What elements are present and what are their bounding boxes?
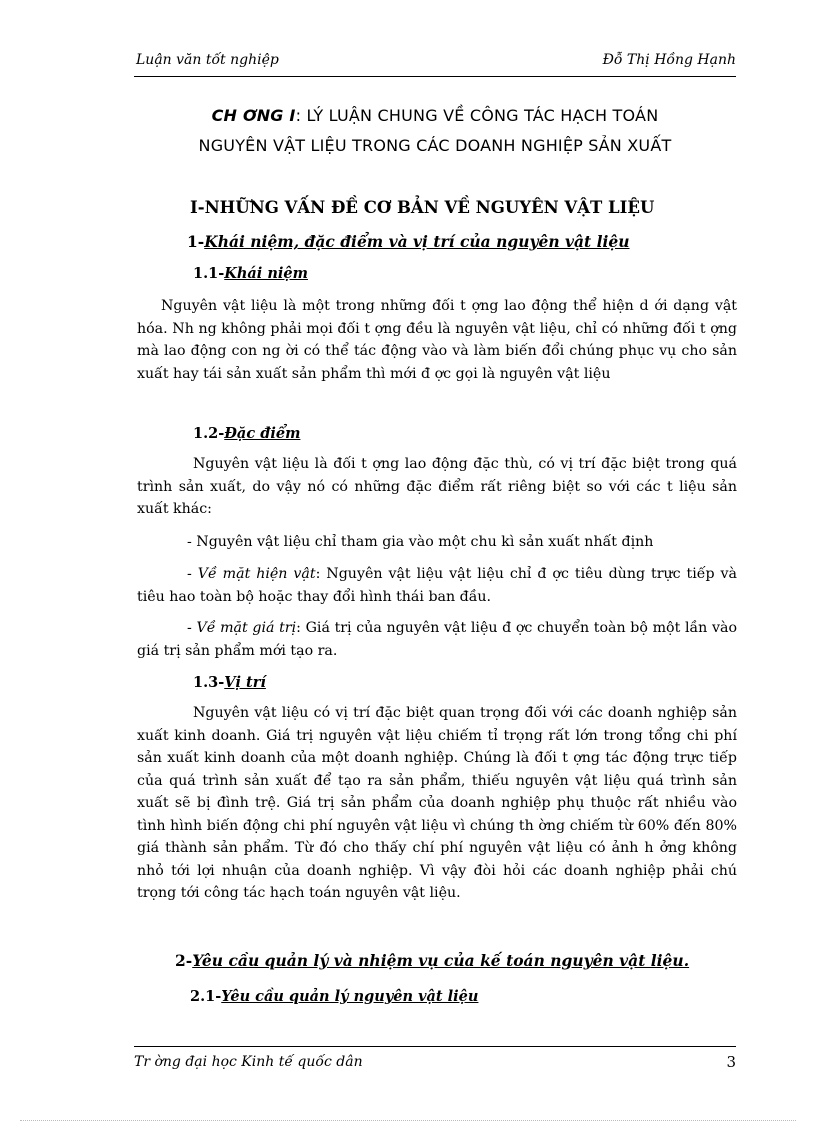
subheading-title: Khái niệm, đặc điểm và vị trí của nguyên vật liệu [204,232,630,251]
subheading-title: Đặc điểm [224,425,301,442]
bullet-text: : Nguyên vật liệu vật liệu chỉ đ ợc tiêu dùng trực tiếp và tiêu hao toàn bộ hoặc thay đổi hình thái ban đầu. [137,566,737,605]
subheading-title: Yêu cầu quản lý nguyên vật liệu [221,988,479,1005]
footer-university: Tr ờng đại học Kinh tế quốc dân [134,1054,363,1070]
subheading-title: Vị trí [224,674,266,691]
bullet-text: : Giá trị của nguyên vật liệu đ ợc chuyển toàn bộ một lần vào giá trị sản phẩm mới tạo ra. [137,620,737,659]
subheading-2 [175,951,689,970]
subheading-number: 1.3- [193,674,225,691]
page-header [134,50,736,77]
section-title: NHỮNG VẤN ĐỀ CƠ BẢN VỀ NGUYÊN VẬT LIỆU [204,198,655,217]
chapter-title-line2: NGUYÊN VẬT LIỆU TRONG CÁC DOANH NGHIỆP SẢN XUẤT [198,136,672,155]
subheading-number: 2- [175,951,193,970]
section-number: I- [190,198,205,217]
subheading-number: 1.2- [193,425,225,442]
subheading-1 [187,232,630,251]
paragraph-characteristics: Nguyên vật liệu là đối t ợng lao động đặc thù, có vị trí đặc biệt trong quá trình sản xuất, do vậy nó có những đặc điểm rất riêng biệt so với các t liệu sản xuất khác: [137,456,737,517]
header-thesis-label: Luận văn tốt nghiệp [136,52,279,68]
subheading-1-3 [193,674,266,691]
subheading-title: Khái niệm [224,265,308,282]
page-number: 3 [726,1053,736,1071]
subheading-number: 1- [187,232,205,251]
paragraph-bullet-value [137,617,737,662]
paragraph-bullet-cycle: - Nguyên vật liệu chỉ tham gia vào một chu kì sản xuất nhất định [187,534,654,550]
bullet-label: - Về mặt giá trị [187,620,297,636]
subheading-title: Yêu cầu quản lý và nhiệm vụ của kế toán nguyên vật liệu. [192,951,690,970]
page-footer [134,1046,736,1077]
subheading-1-1 [193,265,308,282]
paragraph-definition: Nguyên vật liệu là một trong những đối t ợng lao động thể hiện d ới dạng vật hóa. Nh ng không phải mọi đối t ợng đều là nguyên vật liệu, chỉ có những đối t ợng mà lao động con ng ời có thể tác động vào và làm biến đổi chúng phục vụ cho sản xuất hay tái sản xuất sản phẩm thì mới đ ợc gọi là nguyên vật liệu [137,298,737,382]
paragraph-bullet-physical [137,563,737,608]
paragraph-position: Nguyên vật liệu có vị trí đặc biệt quan trọng đối với các doanh nghiệp sản xuất kinh doanh. Giá trị nguyên vật liệu chiếm tỉ trọng rất lớn trong tổng chi phí sản xuất kinh doanh của một doanh nghiệp. Chúng là đối t ợng tác động trực tiếp của quá trình sản xuất để tạo ra sản phẩm, thiếu nguyên vật liệu quá trình sản xuất sẽ bị đình trệ. Giá trị sản phẩm của doanh nghiệp phụ thuộc rất nhiều vào tình hình biến động chi phí nguyên vật liệu vì chúng th ờng chiếm từ 60% đến 80% giá thành sản phẩm. Từ đó cho thấy chí phí nguyên vật liệu có ảnh h ởng không nhỏ tới lợi nhuận của doanh nghiệp. Vì vậy đòi hỏi các doanh nghiệp phải chú trọng tới công tác hạch toán nguyên vật liệu. [137,705,737,901]
subheading-number: 2.1- [190,988,222,1005]
subheading-1-2 [193,425,300,442]
bullet-label: - Về mặt hiện vật [187,566,316,582]
subheading-number: 1.1- [193,265,225,282]
section-heading-1 [190,198,654,217]
subheading-2-1 [190,988,478,1005]
chapter-title-text1: : LÝ LUẬN CHUNG VỀ CÔNG TÁC HẠCH TOÁN [295,106,659,125]
chapter-title-line1 [134,106,736,125]
header-author: Đỗ Thị Hồng Hạnh [602,52,736,68]
page-bottom-divider [20,1120,796,1121]
chapter-label: CH ƠNG I [211,106,296,125]
